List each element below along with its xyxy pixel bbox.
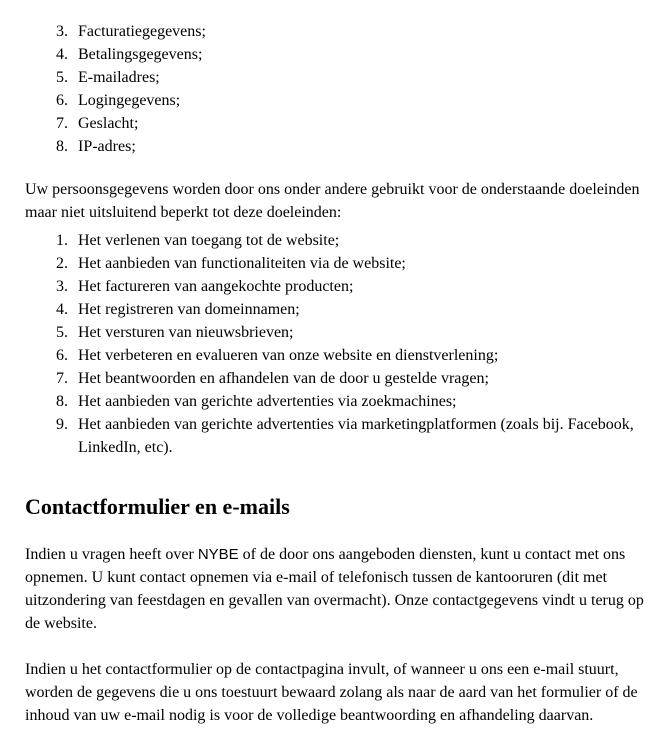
list-item: 1. Het verlenen van toegang tot de website; (72, 229, 645, 252)
list-item: 7. Het beantwoorden en afhandelen van de door u gestelde vragen; (72, 367, 645, 390)
list-item: 6. Het verbeteren en evalueren van onze website en dienstverlening; (72, 344, 645, 367)
personal-data-list (25, 20, 645, 158)
contact-paragraph-text-before: Indien u vragen heeft over (25, 546, 198, 563)
list-item: 8. Het aanbieden van gerichte advertenties via zoekmachines; (72, 390, 645, 413)
list-item: 2. Het aanbieden van functionaliteiten via de website; (72, 252, 645, 275)
contact-paragraph-text-after: of de door ons aangeboden diensten, kunt u contact met ons opnemen. U kunt contact opnemen via e-mail of telefonisch tussen de kantooruren (dit met uitzondering van feestdagen en gevallen van overmacht). Onze contactgegevens vindt u terug op de website. (25, 546, 644, 632)
list-item: 7. Geslacht; (72, 112, 645, 135)
section-heading: Contactformulier en e-mails (25, 494, 290, 519)
list-item: 4. Betalingsgegevens; (72, 43, 645, 66)
list-item: 5. Het versturen van nieuwsbrieven; (72, 321, 645, 344)
list-item: 4. Het registreren van domeinnamen; (72, 298, 645, 321)
brand-name: NYBE (197, 546, 239, 563)
list-item: 6. Logingegevens; (72, 89, 645, 112)
list-item: 8. IP-adres; (72, 135, 645, 158)
purposes-list (25, 229, 645, 459)
list-item: 3. Het factureren van aangekochte producten; (72, 275, 645, 298)
purposes-intro-paragraph: Uw persoonsgegevens worden door ons onder andere gebruikt voor de onderstaande doeleinden maar niet uitsluitend beperkt tot deze doeleinden: (25, 181, 640, 221)
list-item: 9. Het aanbieden van gerichte advertenties via marketingplatformen (zoals bij. Facebook, LinkedIn, etc). (72, 413, 645, 459)
retention-paragraph: Indien u het contactformulier op de contactpagina invult, of wanneer u ons een e-mail stuurt, worden de gegevens die u ons toestuurt bewaard zolang als naar de aard van het formulier of de inhoud van uw e-mail nodig is voor de volledige beantwoording en afhandeling daarvan. (25, 661, 638, 724)
list-item: 5. E-mailadres; (72, 66, 645, 89)
contact-paragraph (25, 543, 645, 635)
list-item: 3. Facturatiegegevens; (72, 20, 645, 43)
